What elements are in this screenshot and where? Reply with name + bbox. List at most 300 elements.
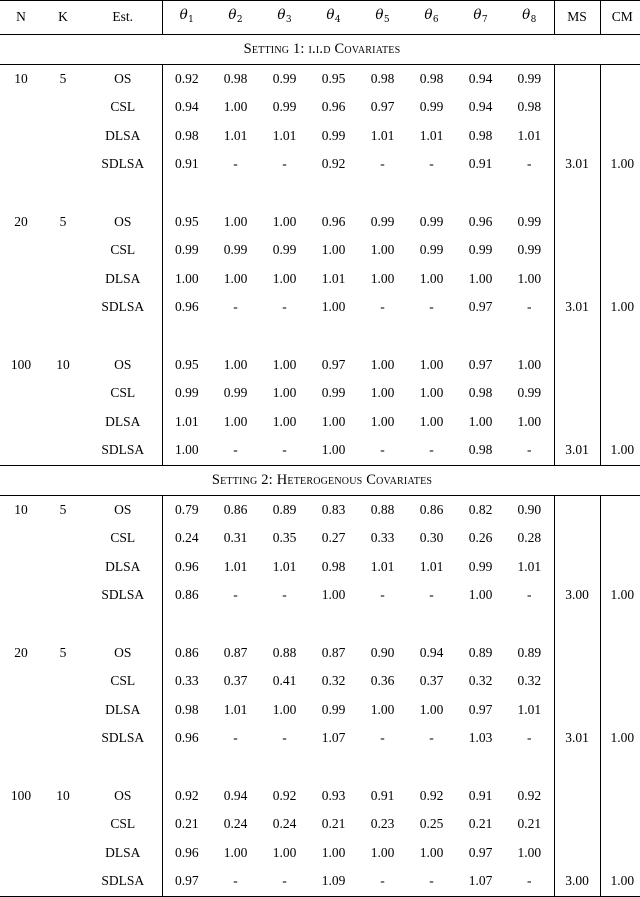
cell-theta-8: 1.01 <box>505 696 554 725</box>
cell-theta-6: - <box>429 442 434 458</box>
cell-ms: 3.00 <box>554 581 600 610</box>
cell-theta-6: 0.99 <box>419 242 444 258</box>
group-spacer <box>0 322 640 351</box>
cell-estimator: OS <box>84 208 162 237</box>
cell-k <box>42 667 84 696</box>
cell-estimator: SDLSA <box>84 150 162 179</box>
cell-n <box>0 581 42 610</box>
cell-theta-4: 0.95 <box>321 70 346 86</box>
cell-theta-8: 1.01 <box>505 553 554 582</box>
header-est: Est. <box>84 1 162 35</box>
cell-cm <box>600 524 640 553</box>
cell-theta-4: 1.00 <box>321 442 346 458</box>
cell-theta-3: 1.00 <box>272 270 297 286</box>
group-spacer <box>0 610 640 639</box>
cell-estimator: OS <box>84 64 162 93</box>
cell-n <box>0 236 42 265</box>
cell-theta-3: 1.00 <box>272 701 297 717</box>
cell-k <box>42 724 84 753</box>
cell-theta-5: - <box>380 730 385 746</box>
cell-theta-2: 0.31 <box>223 530 248 546</box>
cell-n <box>0 93 42 122</box>
cell-ms: 3.00 <box>554 867 600 896</box>
cell-theta-5: 1.00 <box>370 242 395 258</box>
section-title: Setting 1: i.i.d Covariates <box>243 41 401 58</box>
cell-theta-5: 0.33 <box>370 530 395 546</box>
cell-n <box>0 810 42 839</box>
cell-estimator: CSL <box>84 379 162 408</box>
cell-theta-4: 0.83 <box>321 501 346 517</box>
cell-theta-2: 1.01 <box>223 558 248 574</box>
cell-cm <box>600 553 640 582</box>
cell-estimator: DLSA <box>84 408 162 437</box>
cell-theta-5: 1.00 <box>370 270 395 286</box>
cell-estimator: SDLSA <box>84 436 162 465</box>
cell-k <box>42 379 84 408</box>
cell-theta-3: 1.00 <box>272 213 297 229</box>
cell-theta-3: 1.00 <box>272 413 297 429</box>
table-row <box>0 208 640 237</box>
cell-theta-2: 1.00 <box>223 844 248 860</box>
cell-theta-4: 0.97 <box>321 356 346 372</box>
cell-theta-7: 0.98 <box>468 385 493 401</box>
cell-theta-6: 1.01 <box>419 127 444 143</box>
table-row <box>0 724 640 753</box>
cell-cm <box>600 639 640 668</box>
cell-cm <box>600 122 640 151</box>
cell-n <box>0 667 42 696</box>
cell-cm <box>600 236 640 265</box>
cell-theta-8: 0.99 <box>505 64 554 93</box>
cell-n <box>0 867 42 896</box>
cell-k <box>42 122 84 151</box>
cell-theta-1: 0.97 <box>174 873 199 889</box>
cell-theta-5: - <box>380 587 385 603</box>
cell-theta-6: 0.86 <box>419 501 444 517</box>
cell-theta-5: 1.00 <box>370 701 395 717</box>
cell-theta-3: 0.35 <box>272 530 297 546</box>
cell-theta-5: 1.01 <box>370 127 395 143</box>
cell-theta-3: 0.99 <box>272 99 297 115</box>
table-row <box>0 236 640 265</box>
cell-theta-4: 0.96 <box>321 213 346 229</box>
cell-theta-4: 0.93 <box>321 787 346 803</box>
table-row <box>0 379 640 408</box>
cell-theta-2: 1.00 <box>223 99 248 115</box>
cell-theta-4: 1.00 <box>321 299 346 315</box>
cell-theta-3: - <box>282 730 287 746</box>
cell-theta-5: 0.90 <box>370 644 395 660</box>
cell-ms: 3.01 <box>554 436 600 465</box>
cell-theta-8: 0.90 <box>505 495 554 524</box>
cell-theta-1: 0.96 <box>174 730 199 746</box>
cell-theta-3: 0.41 <box>272 673 297 689</box>
table-row <box>0 867 640 896</box>
header-theta-2: $\theta_2$ <box>228 7 243 25</box>
cell-theta-2: - <box>233 730 238 746</box>
cell-theta-7: 0.32 <box>468 673 493 689</box>
cell-ms <box>554 667 600 696</box>
section-title: Setting 2: Heterogenous Covariates <box>211 472 433 489</box>
cell-theta-2: 1.00 <box>223 213 248 229</box>
cell-theta-7: 0.96 <box>468 213 493 229</box>
cell-cm <box>600 810 640 839</box>
cell-n: 10 <box>14 501 28 517</box>
cell-theta-1: 0.92 <box>174 787 199 803</box>
cell-theta-1: 1.00 <box>174 270 199 286</box>
cell-theta-2: - <box>233 299 238 315</box>
cell-theta-2: 0.94 <box>223 787 248 803</box>
cell-n: 100 <box>10 787 32 803</box>
cell-theta-5: 0.97 <box>370 99 395 115</box>
section-title-row <box>0 466 640 496</box>
cell-estimator: CSL <box>84 667 162 696</box>
cell-theta-7: 0.91 <box>468 156 493 172</box>
cell-ms <box>554 265 600 294</box>
cell-estimator: CSL <box>84 236 162 265</box>
cell-cm: 1.00 <box>610 587 635 603</box>
cell-estimator: OS <box>84 782 162 811</box>
cell-theta-1: 0.33 <box>174 673 199 689</box>
cell-ms <box>554 495 600 524</box>
cell-theta-8: 1.00 <box>505 408 554 437</box>
cell-ms <box>554 696 600 725</box>
header-theta-6: $\theta_6$ <box>424 7 439 25</box>
cell-k <box>42 293 84 322</box>
cell-k <box>42 150 84 179</box>
cell-theta-5: 0.23 <box>370 816 395 832</box>
cell-cm <box>600 265 640 294</box>
cell-theta-4: 0.21 <box>321 816 346 832</box>
cell-cm <box>600 696 640 725</box>
cell-theta-5: 0.98 <box>370 70 395 86</box>
cell-cm <box>600 408 640 437</box>
cell-theta-7: 0.26 <box>468 530 493 546</box>
cell-theta-4: 1.01 <box>321 270 346 286</box>
cell-n <box>0 524 42 553</box>
cell-theta-4: 0.99 <box>321 127 346 143</box>
cell-estimator: CSL <box>84 810 162 839</box>
cell-theta-3: 0.99 <box>272 70 297 86</box>
cell-theta-4: 1.07 <box>321 730 346 746</box>
cell-cm <box>600 351 640 380</box>
cell-theta-2: 1.00 <box>223 413 248 429</box>
table-row <box>0 581 640 610</box>
cell-n <box>0 724 42 753</box>
cell-k: 10 <box>56 356 70 372</box>
cell-theta-3: 1.00 <box>272 356 297 372</box>
cell-theta-7: 0.98 <box>468 442 493 458</box>
cell-theta-2: 1.00 <box>223 356 248 372</box>
cell-ms <box>554 639 600 668</box>
table-row <box>0 553 640 582</box>
cell-theta-8: 1.00 <box>505 351 554 380</box>
cell-estimator: DLSA <box>84 839 162 868</box>
cell-theta-5: - <box>380 299 385 315</box>
cell-theta-2: 0.37 <box>223 673 248 689</box>
cell-theta-4: 0.98 <box>321 558 346 574</box>
cell-theta-4: 0.99 <box>321 701 346 717</box>
cell-theta-2: - <box>233 873 238 889</box>
cell-theta-6: 0.37 <box>419 673 444 689</box>
cell-estimator: DLSA <box>84 122 162 151</box>
cell-theta-8: 0.32 <box>505 667 554 696</box>
cell-theta-7: 0.97 <box>468 844 493 860</box>
section-title-row <box>0 35 640 65</box>
cell-theta-3: - <box>282 587 287 603</box>
cell-theta-5: 0.99 <box>370 213 395 229</box>
cell-theta-3: 1.01 <box>272 558 297 574</box>
cell-k: 5 <box>59 501 67 517</box>
cell-cm <box>600 667 640 696</box>
cell-theta-6: 0.25 <box>419 816 444 832</box>
cell-theta-7: 0.97 <box>468 299 493 315</box>
cell-theta-7: 0.91 <box>468 787 493 803</box>
cell-theta-8: - <box>505 724 554 753</box>
cell-theta-4: 0.99 <box>321 385 346 401</box>
table-row <box>0 495 640 524</box>
cell-ms <box>554 64 600 93</box>
table-row <box>0 667 640 696</box>
cell-theta-7: 0.89 <box>468 644 493 660</box>
cell-theta-6: 0.98 <box>419 70 444 86</box>
cell-cm <box>600 379 640 408</box>
cell-cm: 1.00 <box>610 156 635 172</box>
cell-theta-7: 0.97 <box>468 701 493 717</box>
table-row <box>0 293 640 322</box>
cell-theta-6: 1.00 <box>419 844 444 860</box>
cell-theta-2: 0.99 <box>223 385 248 401</box>
cell-theta-1: 1.01 <box>174 413 199 429</box>
header-theta-7: $\theta_7$ <box>473 7 488 25</box>
cell-theta-3: 0.99 <box>272 242 297 258</box>
cell-theta-8: 1.00 <box>505 839 554 868</box>
cell-theta-6: 1.00 <box>419 413 444 429</box>
cell-theta-1: 0.96 <box>174 558 199 574</box>
cell-k: 5 <box>59 644 67 660</box>
cell-theta-1: 0.24 <box>174 530 199 546</box>
cell-ms <box>554 93 600 122</box>
cell-theta-7: 0.94 <box>468 99 493 115</box>
cell-cm <box>600 495 640 524</box>
cell-cm: 1.00 <box>610 299 635 315</box>
header-cm: CM <box>611 9 633 25</box>
cell-theta-8: - <box>505 150 554 179</box>
cell-k <box>42 436 84 465</box>
group-spacer <box>0 753 640 782</box>
cell-k: 5 <box>59 213 67 229</box>
cell-k <box>42 696 84 725</box>
cell-n <box>0 696 42 725</box>
cell-ms <box>554 379 600 408</box>
cell-theta-8: - <box>505 867 554 896</box>
cell-estimator: DLSA <box>84 696 162 725</box>
cell-theta-1: 1.00 <box>174 442 199 458</box>
cell-estimator: OS <box>84 639 162 668</box>
cell-theta-8: 0.99 <box>505 379 554 408</box>
cell-theta-5: - <box>380 442 385 458</box>
cell-ms <box>554 208 600 237</box>
cell-theta-4: 0.87 <box>321 644 346 660</box>
cell-theta-6: 1.00 <box>419 385 444 401</box>
table-row <box>0 436 640 465</box>
cell-ms <box>554 351 600 380</box>
cell-theta-4: 0.27 <box>321 530 346 546</box>
cell-theta-5: 1.00 <box>370 844 395 860</box>
cell-theta-2: - <box>233 156 238 172</box>
cell-theta-7: 0.99 <box>468 558 493 574</box>
cell-theta-6: 0.99 <box>419 213 444 229</box>
cell-n: 100 <box>10 356 32 372</box>
cell-theta-4: 1.00 <box>321 844 346 860</box>
cell-theta-1: 0.95 <box>174 213 199 229</box>
cell-ms: 3.01 <box>554 724 600 753</box>
cell-theta-1: 0.98 <box>174 127 199 143</box>
cell-theta-1: 0.91 <box>174 156 199 172</box>
cell-cm <box>600 93 640 122</box>
cell-k <box>42 867 84 896</box>
cell-ms: 3.01 <box>554 150 600 179</box>
cell-theta-3: 0.92 <box>272 787 297 803</box>
cell-theta-2: 0.98 <box>223 70 248 86</box>
cell-cm <box>600 64 640 93</box>
table-row <box>0 696 640 725</box>
cell-theta-8: 0.89 <box>505 639 554 668</box>
cell-theta-6: 0.30 <box>419 530 444 546</box>
header-k: K <box>58 9 68 25</box>
cell-theta-2: 1.01 <box>223 127 248 143</box>
cell-theta-5: 1.01 <box>370 558 395 574</box>
cell-estimator: CSL <box>84 93 162 122</box>
cell-k: 5 <box>59 70 67 86</box>
cell-theta-8: - <box>505 436 554 465</box>
cell-theta-7: 1.00 <box>468 413 493 429</box>
cell-theta-1: 0.86 <box>174 587 199 603</box>
cell-estimator: CSL <box>84 524 162 553</box>
cell-cm: 1.00 <box>610 873 635 889</box>
cell-k <box>42 524 84 553</box>
cell-k <box>42 810 84 839</box>
cell-k <box>42 408 84 437</box>
cell-estimator: SDLSA <box>84 867 162 896</box>
table-row <box>0 64 640 93</box>
cell-theta-2: 0.99 <box>223 242 248 258</box>
cell-k: 10 <box>56 787 70 803</box>
cell-k <box>42 553 84 582</box>
table-row <box>0 839 640 868</box>
cell-estimator: DLSA <box>84 553 162 582</box>
cell-n: 20 <box>14 644 28 660</box>
cell-theta-5: 1.00 <box>370 356 395 372</box>
cell-theta-7: 0.21 <box>468 816 493 832</box>
cell-theta-8: 0.28 <box>505 524 554 553</box>
cell-theta-1: 0.92 <box>174 70 199 86</box>
table-row <box>0 524 640 553</box>
cell-theta-8: 0.98 <box>505 93 554 122</box>
cell-estimator: DLSA <box>84 265 162 294</box>
cell-theta-3: 1.00 <box>272 844 297 860</box>
cell-estimator: SDLSA <box>84 581 162 610</box>
cell-theta-1: 0.94 <box>174 99 199 115</box>
cell-n <box>0 122 42 151</box>
cell-theta-6: - <box>429 730 434 746</box>
cell-theta-7: 1.03 <box>468 730 493 746</box>
cell-estimator: OS <box>84 495 162 524</box>
cell-n <box>0 150 42 179</box>
cell-k <box>42 839 84 868</box>
header-ms: MS <box>554 1 600 35</box>
cell-theta-3: 1.00 <box>272 385 297 401</box>
cell-ms: 3.01 <box>554 293 600 322</box>
header-theta-5: $\theta_5$ <box>375 7 390 25</box>
cell-ms <box>554 408 600 437</box>
cell-theta-3: - <box>282 156 287 172</box>
cell-theta-5: 0.36 <box>370 673 395 689</box>
cell-theta-3: 0.24 <box>272 816 297 832</box>
cell-theta-2: 1.01 <box>223 701 248 717</box>
cell-theta-8: 0.21 <box>505 810 554 839</box>
header-theta-8: $\theta_8$ <box>505 1 554 35</box>
cell-n <box>0 265 42 294</box>
cell-theta-1: 0.99 <box>174 385 199 401</box>
cell-theta-4: 1.00 <box>321 413 346 429</box>
header-theta-3: $\theta_3$ <box>277 7 292 25</box>
cell-theta-1: 0.96 <box>174 844 199 860</box>
cell-n <box>0 839 42 868</box>
cell-theta-5: - <box>380 156 385 172</box>
cell-theta-1: 0.79 <box>174 501 199 517</box>
table-row <box>0 639 640 668</box>
cell-cm <box>600 839 640 868</box>
cell-theta-7: 1.07 <box>468 873 493 889</box>
cell-estimator: SDLSA <box>84 724 162 753</box>
cell-theta-5: 1.00 <box>370 385 395 401</box>
cell-theta-4: 1.00 <box>321 587 346 603</box>
cell-theta-6: 1.00 <box>419 270 444 286</box>
cell-theta-3: 0.88 <box>272 644 297 660</box>
cell-n <box>0 293 42 322</box>
cell-theta-5: 0.88 <box>370 501 395 517</box>
cell-ms <box>554 810 600 839</box>
cell-n <box>0 436 42 465</box>
cell-theta-5: - <box>380 873 385 889</box>
cell-theta-2: - <box>233 587 238 603</box>
cell-k <box>42 265 84 294</box>
cell-n <box>0 379 42 408</box>
cell-theta-1: 0.86 <box>174 644 199 660</box>
cell-cm: 1.00 <box>610 442 635 458</box>
table-row <box>0 408 640 437</box>
cell-theta-5: 0.91 <box>370 787 395 803</box>
cell-theta-3: 1.01 <box>272 127 297 143</box>
cell-theta-4: 1.00 <box>321 242 346 258</box>
cell-theta-3: - <box>282 442 287 458</box>
table-row <box>0 122 640 151</box>
cell-theta-8: 0.99 <box>505 236 554 265</box>
cell-k <box>42 581 84 610</box>
table-row <box>0 150 640 179</box>
cell-theta-6: - <box>429 299 434 315</box>
cell-theta-2: 1.00 <box>223 270 248 286</box>
cell-theta-8: - <box>505 293 554 322</box>
header-theta-4: $\theta_4$ <box>326 7 341 25</box>
cell-theta-3: 0.89 <box>272 501 297 517</box>
table-header-row <box>0 1 640 35</box>
cell-theta-7: 1.00 <box>468 587 493 603</box>
cell-theta-6: - <box>429 873 434 889</box>
cell-k <box>42 236 84 265</box>
cell-theta-6: 1.00 <box>419 356 444 372</box>
